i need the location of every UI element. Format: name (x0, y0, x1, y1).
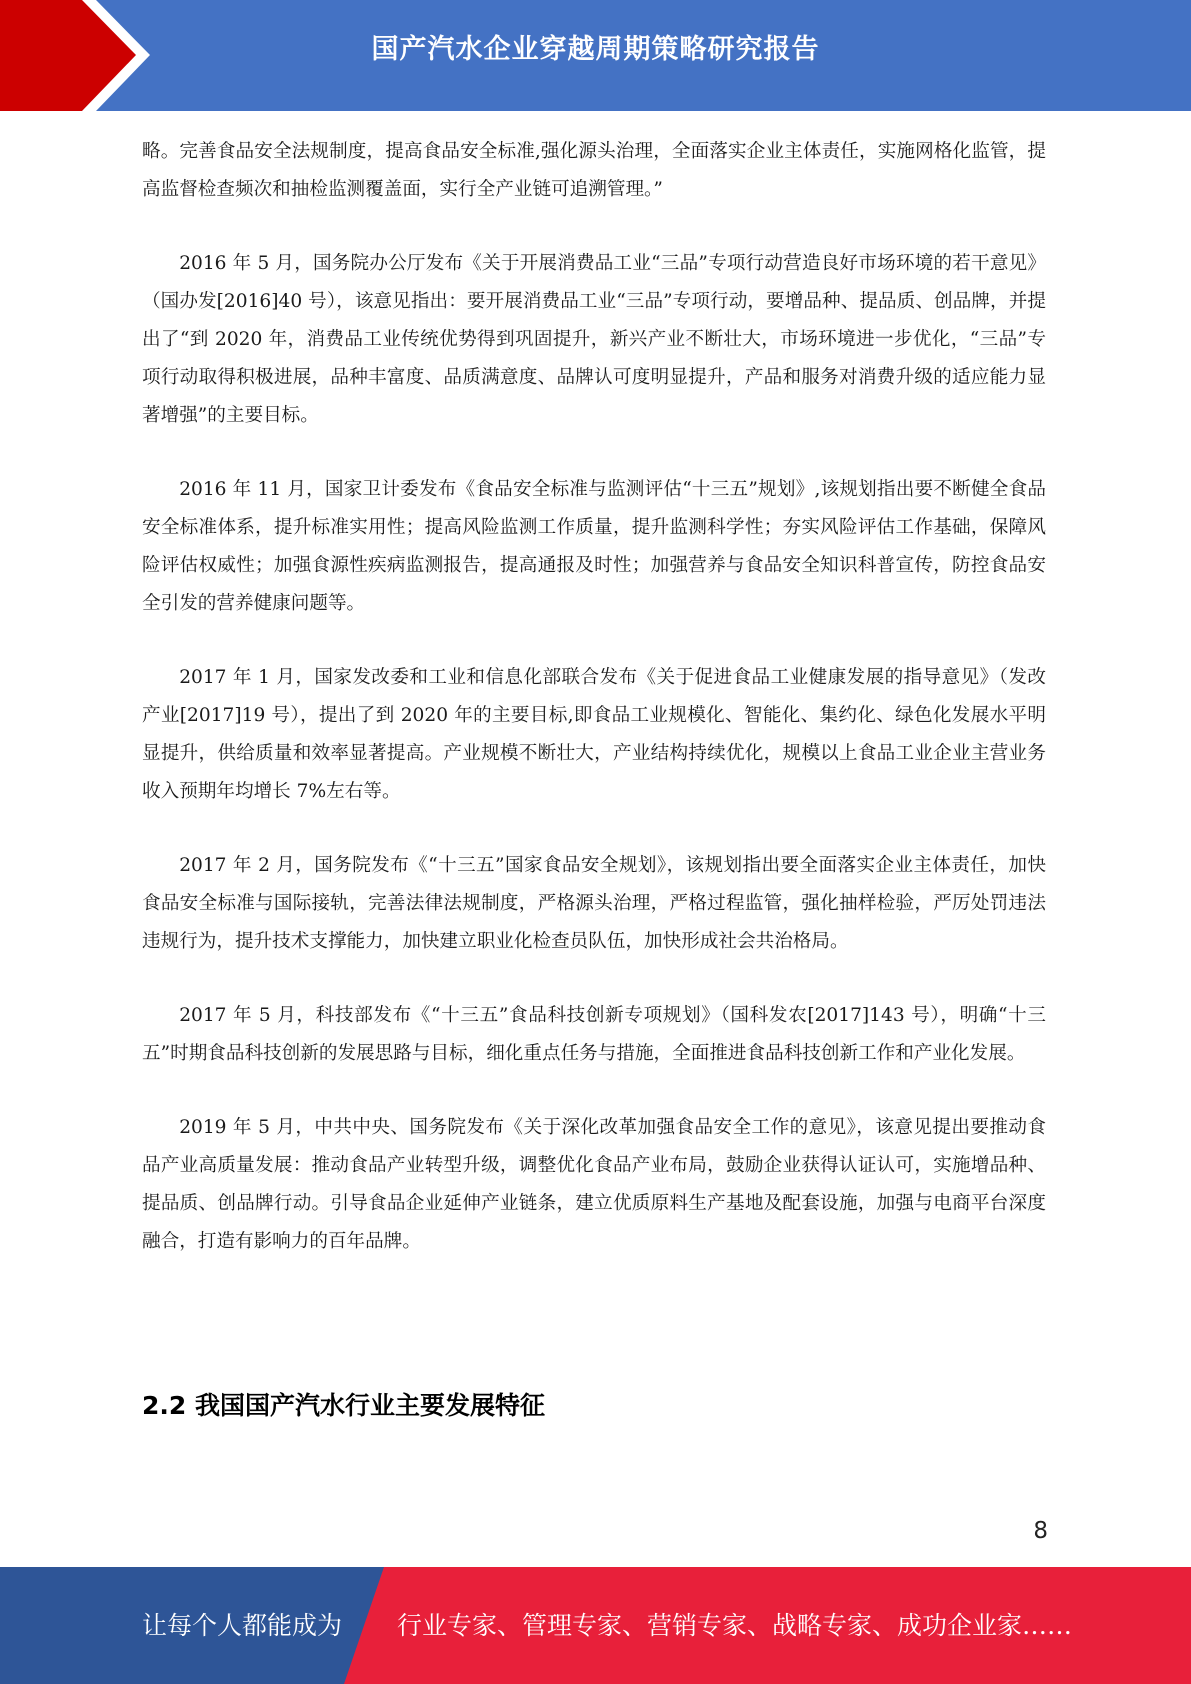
page-number: 8 (1033, 1518, 1048, 1544)
paragraph: 2017 年 5 月，科技部发布《“十三五”食品科技创新专项规划》（国科发农[2017]143 号），明确“十三五”时期食品科技创新的发展思路与目标，细化重点任务与措施，全面推进食品科技创新工作和产业化发展。 (142, 1005, 1046, 1064)
footer-slogan-right: 行业专家、管理专家、营销专家、战略专家、成功企业家…… (397, 1611, 1073, 1640)
footer-slogan-left: 让每个人都能成为 (142, 1611, 343, 1640)
paragraph: 2016 年 11 月，国家卫计委发布《食品安全标准与监测评估“十三五”规划》,该规划指出要不断健全食品安全标准体系，提升标准实用性；提高风险监测工作质量，提升监测科学性；夯实风险评估工作基础，保障风险评估权威性；加强食源性疾病监测报告，提高通报及时性；加强营养与食品安全知识科普宣传，防控食品安全引发的营养健康问题等。 (142, 479, 1046, 614)
paragraph-continued: 略。完善食品安全法规制度，提高食品安全标准,强化源头治理，全面落实企业主体责任，实施网格化监管，提高监督检查频次和抽检监测覆盖面，实行全产业链可追溯管理。” (142, 141, 1046, 200)
report-title: 国产汽水企业穿越周期策略研究报告 (371, 34, 820, 65)
page-footer (0, 1567, 1191, 1684)
paragraph: 2017 年 1 月，国家发改委和工业和信息化部联合发布《关于促进食品工业健康发展的指导意见》（发改产业[2017]19 号），提出了到 2020 年的主要目标,即食品工业规模化、智能化、集约化、绿色化发展水平明显提升，供给质量和效率显著提高。产业规模不断壮大，产业结构持续优化，规模以上食品工业企业主营业务收入预期年均增长 7%左右等。 (142, 667, 1046, 802)
page-header (0, 0, 1191, 111)
paragraph: 2016 年 5 月，国务院办公厅发布《关于开展消费品工业“三品”专项行动营造良好市场环境的若干意见》（国办发[2016]40 号），该意见指出：要开展消费品工业“三品”专项行动，要增品种、提品质、创品牌，并提出了“到 2020 年，消费品工业传统优势得到巩固提升，新兴产业不断壮大，市场环境进一步优化，“三品”专项行动取得积极进展，品种丰富度、品质满意度、品牌认可度明显提升，产品和服务对消费升级的适应能力显著增强”的主要目标。 (142, 253, 1046, 426)
section-heading: 2.2 我国国产汽水行业主要发展特征 (142, 1391, 545, 1420)
document-body (142, 133, 1046, 1297)
paragraph: 2019 年 5 月，中共中央、国务院发布《关于深化改革加强食品安全工作的意见》，该意见提出要推动食品产业高质量发展：推动食品产业转型升级，调整优化食品产业布局，鼓励企业获得认证认可，实施增品种、提品质、创品牌行动。引导食品企业延伸产业链条，建立优质原料生产基地及配套设施，加强与电商平台深度融合，打造有影响力的百年品牌。 (142, 1117, 1046, 1252)
paragraph: 2017 年 2 月，国务院发布《“十三五”国家食品安全规划》，该规划指出要全面落实企业主体责任，加快食品安全标准与国际接轨，完善法律法规制度，严格源头治理，严格过程监管，强化抽样检验，严厉处罚违法违规行为，提升技术支撑能力，加快建立职业化检查员队伍，加快形成社会共治格局。 (142, 855, 1046, 952)
